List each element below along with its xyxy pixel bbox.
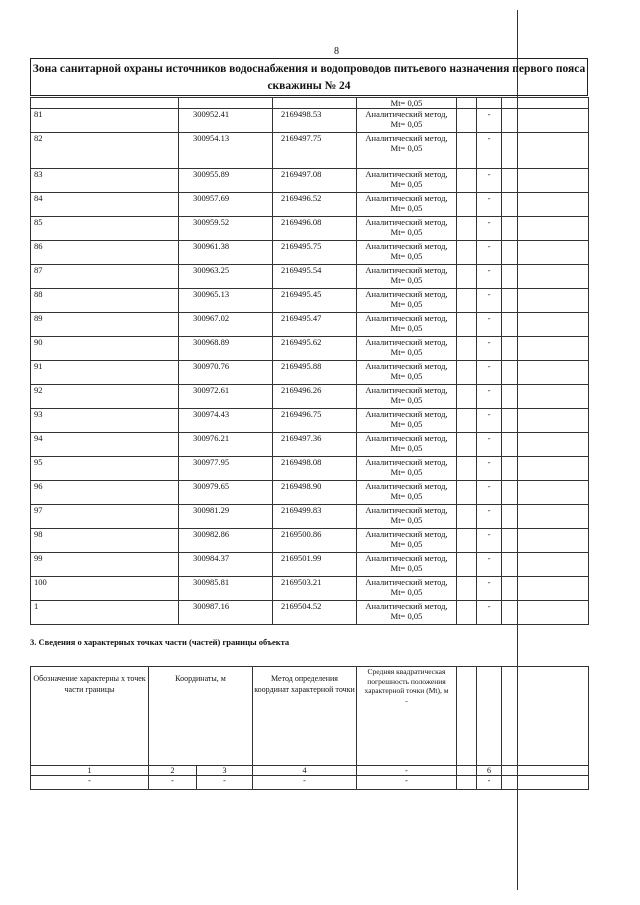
y-coordinate: 2169498.90 bbox=[273, 481, 357, 505]
y-coordinate: 2169497.08 bbox=[273, 169, 357, 193]
method-text: Аналитический метод, bbox=[365, 385, 448, 395]
point-number: 99 bbox=[31, 553, 179, 577]
point-number: 82 bbox=[31, 133, 179, 169]
x-coordinate: 300961.38 bbox=[179, 241, 273, 265]
table-row bbox=[31, 601, 589, 625]
coordinates-table bbox=[30, 97, 589, 625]
x-coordinate: 300967.02 bbox=[179, 313, 273, 337]
method-cell bbox=[357, 457, 457, 481]
data-cell: - bbox=[357, 776, 457, 790]
method-cell bbox=[357, 109, 457, 133]
y-coordinate: 2169495.45 bbox=[273, 289, 357, 313]
method-text: Аналитический метод, bbox=[365, 169, 448, 179]
x-coordinate: 300982.86 bbox=[179, 529, 273, 553]
x-coordinate: 300957.69 bbox=[179, 193, 273, 217]
col-num: 4 bbox=[253, 766, 357, 776]
y-coordinate: 2169495.62 bbox=[273, 337, 357, 361]
method-text: Аналитический метод, bbox=[365, 409, 448, 419]
table-row bbox=[31, 98, 589, 109]
method-value: Мt= 0,05 bbox=[390, 563, 423, 573]
point-number: 90 bbox=[31, 337, 179, 361]
data-cell: - bbox=[253, 776, 357, 790]
y-coordinate: 2169496.26 bbox=[273, 385, 357, 409]
point-number: 91 bbox=[31, 361, 179, 385]
method-text: Аналитический метод, bbox=[365, 313, 448, 323]
method-cell bbox=[357, 481, 457, 505]
point-number: 96 bbox=[31, 481, 179, 505]
error-cell: - bbox=[477, 553, 502, 577]
x-coordinate: 300977.95 bbox=[179, 457, 273, 481]
method-cell bbox=[357, 553, 457, 577]
error-cell: - bbox=[477, 409, 502, 433]
column-numbers-row bbox=[31, 766, 589, 776]
error-cell: - bbox=[477, 217, 502, 241]
x-coordinate: 300959.52 bbox=[179, 217, 273, 241]
method-text: Аналитический метод, bbox=[365, 133, 448, 143]
table-row bbox=[31, 265, 589, 289]
method-value: Мt= 0,05 bbox=[390, 419, 423, 429]
y-coordinate: 2169503.21 bbox=[273, 577, 357, 601]
x-coordinate: 300963.25 bbox=[179, 265, 273, 289]
point-number: 100 bbox=[31, 577, 179, 601]
section-3-title: 3. Сведения о характерных точках части (частей) границы объекта bbox=[30, 637, 290, 647]
table-row bbox=[31, 241, 589, 265]
method-value: Мt= 0,05 bbox=[390, 227, 423, 237]
table-row bbox=[31, 133, 589, 169]
point-number: 92 bbox=[31, 385, 179, 409]
x-coordinate: 300968.89 bbox=[179, 337, 273, 361]
error-cell: - bbox=[477, 601, 502, 625]
method-cell bbox=[357, 169, 457, 193]
method-text: Аналитический метод, bbox=[365, 265, 448, 275]
table-row bbox=[31, 361, 589, 385]
table-row bbox=[31, 433, 589, 457]
method-text: Аналитический метод, bbox=[365, 457, 448, 467]
data-cell: - bbox=[197, 776, 253, 790]
method-cell bbox=[357, 265, 457, 289]
error-cell: - bbox=[477, 337, 502, 361]
method-cell bbox=[357, 289, 457, 313]
y-coordinate: 2169498.53 bbox=[273, 109, 357, 133]
point-number: 94 bbox=[31, 433, 179, 457]
method-text: Аналитический метод, bbox=[365, 361, 448, 371]
y-coordinate: 2169496.75 bbox=[273, 409, 357, 433]
method-cell bbox=[357, 241, 457, 265]
point-number: 98 bbox=[31, 529, 179, 553]
point-number: 83 bbox=[31, 169, 179, 193]
error-cell: - bbox=[477, 193, 502, 217]
table-row bbox=[31, 409, 589, 433]
y-coordinate: 2169495.75 bbox=[273, 241, 357, 265]
method-value: Мt= 0,05 bbox=[390, 275, 423, 285]
point-number: 88 bbox=[31, 289, 179, 313]
error-cell: - bbox=[477, 433, 502, 457]
point-number: 81 bbox=[31, 109, 179, 133]
method-value: Мt= 0,05 bbox=[390, 587, 423, 597]
x-coordinate: 300974.43 bbox=[179, 409, 273, 433]
y-coordinate: 2169495.88 bbox=[273, 361, 357, 385]
method-cell bbox=[357, 601, 457, 625]
x-coordinate: 300965.13 bbox=[179, 289, 273, 313]
method-value: Мt= 0,05 bbox=[390, 179, 423, 189]
table-row bbox=[31, 457, 589, 481]
method-value: Мt= 0,05 bbox=[390, 251, 423, 261]
point-number: 86 bbox=[31, 241, 179, 265]
method-text: Аналитический метод, bbox=[365, 193, 448, 203]
y-coordinate: 2169498.08 bbox=[273, 457, 357, 481]
error-cell: - bbox=[477, 289, 502, 313]
method-cell bbox=[357, 313, 457, 337]
error-cell: - bbox=[477, 241, 502, 265]
error-cell: - bbox=[477, 577, 502, 601]
data-cell: - bbox=[31, 776, 149, 790]
method-text: Аналитический метод, bbox=[365, 217, 448, 227]
method-text: Аналитический метод, bbox=[365, 433, 448, 443]
method-cell bbox=[357, 577, 457, 601]
header-error-text: Средняя квадратическая погрешность положения характерной точки (Мt), м bbox=[364, 667, 449, 695]
method-value: Мt= 0,05 bbox=[390, 347, 423, 357]
table-row bbox=[31, 313, 589, 337]
error-cell: - bbox=[477, 481, 502, 505]
method-cell bbox=[357, 133, 457, 169]
method-cell bbox=[357, 193, 457, 217]
error-cell: - bbox=[477, 505, 502, 529]
method-value: Мt= 0,05 bbox=[390, 371, 423, 381]
error-cell: - bbox=[477, 313, 502, 337]
method-cell bbox=[357, 361, 457, 385]
data-cell: - bbox=[477, 776, 502, 790]
data-cell: - bbox=[149, 776, 197, 790]
method-cell: Мt= 0,05 bbox=[357, 98, 457, 109]
method-value: Мt= 0,05 bbox=[390, 395, 423, 405]
method-value: Мt= 0,05 bbox=[390, 491, 423, 501]
parts-table bbox=[30, 666, 589, 790]
error-cell: - bbox=[477, 385, 502, 409]
error-cell: - bbox=[477, 457, 502, 481]
x-coordinate: 300954.13 bbox=[179, 133, 273, 169]
method-text: Аналитический метод, bbox=[365, 505, 448, 515]
method-cell bbox=[357, 409, 457, 433]
table-row bbox=[31, 577, 589, 601]
method-value: Мt= 0,05 bbox=[390, 323, 423, 333]
error-cell: - bbox=[477, 133, 502, 169]
y-coordinate: 2169495.54 bbox=[273, 265, 357, 289]
table-row bbox=[31, 337, 589, 361]
header-error-mark: - bbox=[405, 695, 408, 705]
x-coordinate: 300955.89 bbox=[179, 169, 273, 193]
method-cell bbox=[357, 529, 457, 553]
point-number: 85 bbox=[31, 217, 179, 241]
col-num: 6 bbox=[477, 766, 502, 776]
table-row bbox=[31, 169, 589, 193]
y-coordinate: 2169501.99 bbox=[273, 553, 357, 577]
method-cell bbox=[357, 217, 457, 241]
y-coordinate: 2169500.86 bbox=[273, 529, 357, 553]
method-value: Мt= 0,05 bbox=[390, 467, 423, 477]
y-coordinate: 2169499.83 bbox=[273, 505, 357, 529]
point-number: 97 bbox=[31, 505, 179, 529]
col-num: 1 bbox=[31, 766, 149, 776]
method-text: Аналитический метод, bbox=[365, 481, 448, 491]
page-number: 8 bbox=[334, 46, 339, 57]
table-row bbox=[31, 529, 589, 553]
method-value: Мt= 0,05 bbox=[390, 299, 423, 309]
table-row bbox=[31, 553, 589, 577]
method-cell bbox=[357, 337, 457, 361]
y-coordinate: 2169495.47 bbox=[273, 313, 357, 337]
table-row bbox=[31, 217, 589, 241]
table-row bbox=[31, 193, 589, 217]
method-text: Аналитический метод, bbox=[365, 601, 448, 611]
error-cell: - bbox=[477, 529, 502, 553]
method-value: Мt= 0,05 bbox=[390, 443, 423, 453]
point-number: 87 bbox=[31, 265, 179, 289]
table-row bbox=[31, 505, 589, 529]
x-coordinate: 300970.76 bbox=[179, 361, 273, 385]
method-value: Мt= 0,05 bbox=[390, 143, 423, 153]
y-coordinate: 2169496.52 bbox=[273, 193, 357, 217]
method-text: Аналитический метод, bbox=[365, 577, 448, 587]
x-coordinate: 300987.16 bbox=[179, 601, 273, 625]
data-row bbox=[31, 776, 589, 790]
error-cell: - bbox=[477, 109, 502, 133]
x-coordinate: 300985.81 bbox=[179, 577, 273, 601]
header-row bbox=[31, 667, 589, 766]
method-text: Аналитический метод, bbox=[365, 241, 448, 251]
method-value: Мt= 0,05 bbox=[390, 515, 423, 525]
header-designation: Обозначение характерны х точек части границы bbox=[31, 667, 149, 766]
x-coordinate: 300984.37 bbox=[179, 553, 273, 577]
error-cell: - bbox=[477, 265, 502, 289]
method-cell bbox=[357, 433, 457, 457]
method-value: Мt= 0,05 bbox=[390, 119, 423, 129]
error-cell: - bbox=[477, 169, 502, 193]
method-text: Аналитический метод, bbox=[365, 337, 448, 347]
method-text: Аналитический метод, bbox=[365, 553, 448, 563]
point-number: 84 bbox=[31, 193, 179, 217]
document-title: Зона санитарной охраны источников водоснабжения и водопроводов питьевого назначения первого пояса скважины № 24 bbox=[30, 58, 588, 96]
method-value: Мt= 0,05 bbox=[390, 611, 423, 621]
header-coordinates: Координаты, м bbox=[149, 667, 253, 766]
col-num: - bbox=[357, 766, 457, 776]
col-num: 2 bbox=[149, 766, 197, 776]
x-coordinate: 300979.65 bbox=[179, 481, 273, 505]
method-value: Мt= 0,05 bbox=[390, 203, 423, 213]
x-coordinate: 300981.29 bbox=[179, 505, 273, 529]
method-value: Мt= 0,05 bbox=[390, 539, 423, 549]
x-coordinate: 300952.41 bbox=[179, 109, 273, 133]
table-row bbox=[31, 109, 589, 133]
point-number: 95 bbox=[31, 457, 179, 481]
table-row bbox=[31, 385, 589, 409]
y-coordinate: 2169497.75 bbox=[273, 133, 357, 169]
x-coordinate: 300976.21 bbox=[179, 433, 273, 457]
method-text: Аналитический метод, bbox=[365, 109, 448, 119]
table-row bbox=[31, 289, 589, 313]
y-coordinate: 2169497.36 bbox=[273, 433, 357, 457]
method-cell bbox=[357, 505, 457, 529]
point-number: 93 bbox=[31, 409, 179, 433]
method-cell bbox=[357, 385, 457, 409]
point-number: 1 bbox=[31, 601, 179, 625]
error-cell: - bbox=[477, 361, 502, 385]
y-coordinate: 2169504.52 bbox=[273, 601, 357, 625]
method-text: Аналитический метод, bbox=[365, 529, 448, 539]
method-text: Аналитический метод, bbox=[365, 289, 448, 299]
x-coordinate: 300972.61 bbox=[179, 385, 273, 409]
header-method: Метод определения координат характерной точки bbox=[253, 667, 357, 766]
point-number: 89 bbox=[31, 313, 179, 337]
header-error bbox=[357, 667, 457, 766]
table-row bbox=[31, 481, 589, 505]
col-num: 3 bbox=[197, 766, 253, 776]
y-coordinate: 2169496.08 bbox=[273, 217, 357, 241]
